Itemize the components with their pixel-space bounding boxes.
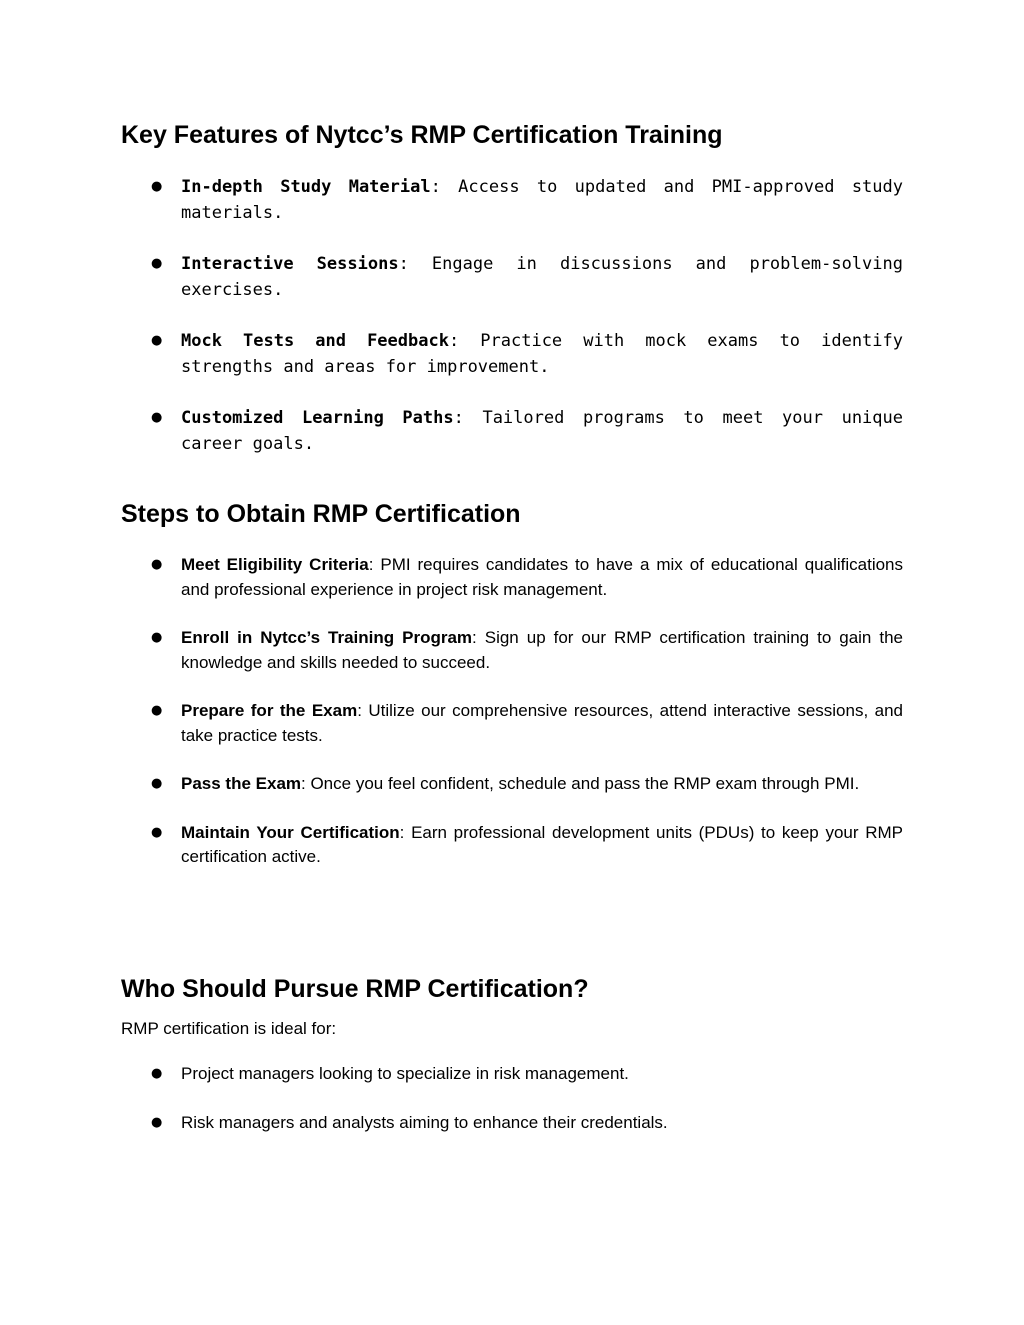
list-item [121, 699, 903, 748]
bullet-icon: ● [151, 557, 163, 572]
bullet-icon: ● [151, 703, 163, 718]
item-description: : Engage in discussions and problem-solving exercises. [181, 254, 903, 300]
list-item [121, 821, 903, 870]
item-text: Risk managers and analysts aiming to enhance their credentials. [181, 1112, 668, 1132]
item-term: Enroll in Nytcc’s Training Program [181, 628, 473, 647]
list-item [121, 1111, 903, 1136]
steps-section [121, 498, 903, 894]
features-section [121, 119, 903, 482]
list-item [121, 405, 903, 457]
item-description: : Utilize our comprehensive resources, attend interactive sessions, and take practice tests. [181, 701, 904, 745]
item-description: : Access to updated and PMI-approved study materials. [181, 177, 903, 223]
bullet-icon: ● [151, 1114, 163, 1130]
bullet-icon: ● [151, 410, 163, 425]
item-term: Pass the Exam [181, 774, 302, 793]
item-term: Customized Learning Paths [181, 408, 454, 428]
item-term: Maintain Your Certification [181, 822, 400, 842]
list-item [121, 174, 903, 226]
features-list [121, 174, 903, 457]
bullet-icon: ● [151, 776, 163, 791]
steps-heading: Steps to Obtain RMP Certification [121, 500, 521, 528]
item-text: Project managers looking to specialize in risk management. [181, 1064, 629, 1083]
who-section [121, 973, 903, 1159]
bullet-icon: ● [151, 256, 163, 271]
list-item [121, 626, 903, 675]
item-description: : PMI requires candidates to have a mix of educational qualifications and professional experience in project risk management. [181, 555, 904, 599]
bullet-icon: ● [151, 179, 163, 194]
list-item [121, 328, 903, 380]
item-description: : Tailored programs to meet your unique career goals. [181, 408, 903, 454]
bullet-icon: ● [151, 630, 163, 645]
steps-list [121, 553, 903, 870]
who-list [121, 1062, 903, 1135]
item-term: Mock Tests and Feedback [181, 331, 449, 351]
item-description: : Once you feel confident, schedule and pass the RMP exam through PMI. [301, 774, 860, 793]
bullet-icon: ● [151, 1066, 163, 1081]
list-item [121, 1062, 903, 1087]
who-heading: Who Should Pursue RMP Certification? [121, 975, 589, 1003]
bullet-icon: ● [151, 824, 163, 840]
list-item [121, 251, 903, 303]
item-description: : Practice with mock exams to identify strengths and areas for improvement. [181, 331, 903, 377]
item-description: : Sign up for our RMP certification training to gain the knowledge and skills needed to succeed. [181, 628, 903, 672]
item-description: : Earn professional development units (PDUs) to keep your RMP certification active. [181, 822, 903, 866]
list-item [121, 553, 903, 602]
item-term: Meet Eligibility Criteria [181, 555, 369, 574]
list-item [121, 772, 903, 797]
bullet-icon: ● [151, 333, 163, 348]
features-heading: Key Features of Nytcc’s RMP Certification Training [121, 121, 723, 149]
who-intro: RMP certification is ideal for: [121, 1019, 337, 1038]
item-term: In-depth Study Material [181, 177, 431, 197]
item-term: Prepare for the Exam [181, 701, 358, 720]
item-term: Interactive Sessions [181, 254, 399, 274]
